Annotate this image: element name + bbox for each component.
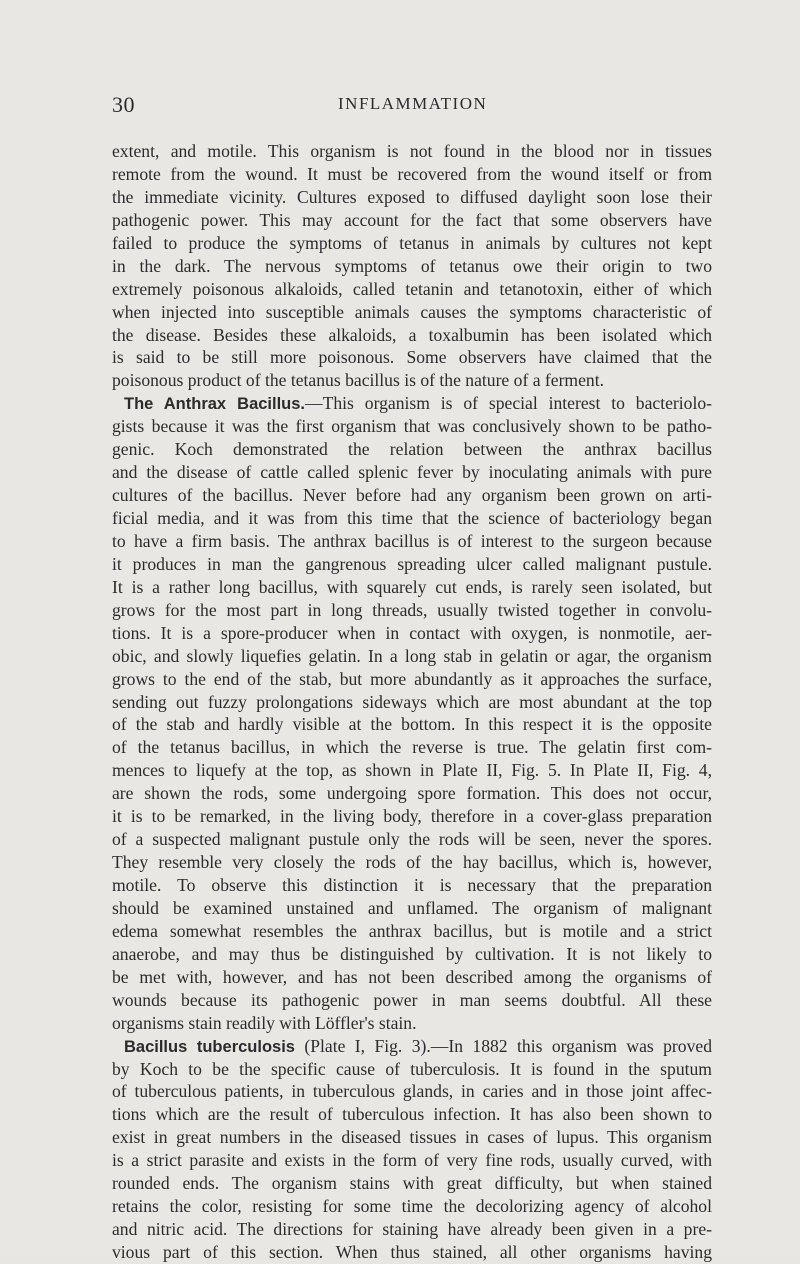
text-line: motile. To observe this distinction it is necessary that the preparation [112,875,712,895]
text-line: are shown the rods, some undergoing spore formation. This does not occur, [112,783,712,804]
text-line: ficial media, and it was from this time that the science of bacteriology began [112,508,712,528]
text-line: by Koch to be the specific cause of tuberculosis. It is found in the sputum [112,1058,712,1079]
running-head: INFLAMMATION [338,94,488,113]
text-line: anaerobe, and may thus be distinguished by cultivation. It is not likely to [112,943,712,964]
text-line: tions which are the result of tuberculous infection. It has also been shown to [112,1104,712,1125]
text-line: is a strict parasite and exists in the form of very fine rods, usually curved, with [112,1150,712,1171]
text-line: is said to be still more poisonous. Some observers have claimed that the [112,347,712,368]
first-line-text: (Plate I, Fig. 3).—In 1882 this organism was proved [294,1035,712,1056]
text-line: when injected into susceptible animals causes the symptoms characteristic of [112,301,712,322]
text-line: of the stab and hardly visible at the bottom. In this respect it is the opposite [112,714,712,735]
text-line: in the dark. The nervous symptoms of tetanus owe their origin to two [112,255,712,276]
text-line: and nitric acid. The directions for staining have already been given in a pre- [112,1219,712,1240]
text-line: and the disease of cattle called splenic fever by inoculating animals with pure [112,462,712,483]
text-line: genic. Koch demonstrated the relation between the anthrax bacillus [112,439,712,460]
text-line: of the tetanus bacillus, in which the reverse is true. The gelatin first com- [112,737,712,758]
text-line: They resemble very closely the rods of the hay bacillus, which is, however, [112,852,712,873]
paragraph-anthrax-bacillus [112,392,712,1034]
text-line: extent, and motile. This organism is not found in the blood nor in tissues [112,141,712,161]
text-line: remote from the wound. It must be recovered from the wound itself or from [112,163,712,184]
text-line: to have a firm basis. The anthrax bacillus is of interest to the surgeon because [112,530,712,551]
text-line: it produces in man the gangrenous spreading ulcer called malignant pustule. [112,553,712,574]
text-line: mences to liquefy at the top, as shown in Plate II, Fig. 5. In Plate II, Fig. 4, [112,760,712,781]
text-line: poisonous product of the tetanus bacillus is of the nature of a ferment. [112,370,605,391]
text-line: the disease. Besides these alkaloids, a toxalbumin has been isolated which [112,324,712,345]
text-line: it is to be remarked, in the living body, therefore in a cover-glass preparation [112,806,712,827]
text-line: gists because it was the first organism that was conclusively shown to be patho- [112,416,712,437]
text-line: tions. It is a spore-producer when in contact with oxygen, is nonmotile, aer- [112,622,712,643]
text-line: the immediate vicinity. Cultures exposed to diffused daylight soon lose their [112,186,712,207]
text-line: wounds because its pathogenic power in man seems doubtful. All these [112,989,712,1010]
first-line-text: —This organism is of special interest to bacteriolo- [305,393,713,414]
text-line: grows to the end of the stab, but more abundantly as it approaches the surface, [112,668,712,689]
text-line: failed to produce the symptoms of tetanus in animals by cultures not kept [112,232,712,253]
text-line: obic, and slowly liquefies gelatin. In a long stab in gelatin or agar, the organism [112,645,712,666]
text-line: should be examined unstained and unflamed. The organism of malignant [112,897,712,918]
paragraph-bacillus-tuberculosis [112,1035,712,1264]
text-line: edema somewhat resembles the anthrax bacillus, but is motile and a strict [112,920,712,941]
paragraph-first-line [112,1035,712,1058]
text-line: grows for the most part in long threads, usually twisted together in convolu- [112,599,712,620]
page-header [112,92,712,116]
text-line: pathogenic power. This may account for the fact that some observers have [112,209,712,230]
body-text [112,140,712,1264]
text-line: exist in great numbers in the diseased tissues in cases of lupus. This organism [112,1127,712,1148]
text-line: sending out fuzzy prolongations sideways which are most abundant at the top [112,691,712,712]
text-line: of a suspected malignant pustule only the rods will be seen, never the spores. [112,829,712,850]
text-line: vious part of this section. When thus stained, all other organisms having [112,1242,712,1262]
page-number: 30 [112,92,135,117]
text-line: extremely poisonous alkaloids, called tetanin and tetanotoxin, either of which [112,278,712,299]
paragraph-first-line [112,392,712,415]
text-line: cultures of the bacillus. Never before had any organism been grown on arti- [112,485,712,506]
paragraph-tetanus-continued [112,140,712,392]
text-line: organisms stain readily with Löffler's stain. [112,1012,417,1033]
section-heading-anthrax: The Anthrax Bacillus. [124,395,306,414]
text-line: of tuberculous patients, in tuberculous glands, in caries and in those joint affec- [112,1081,712,1102]
text-line: It is a rather long bacillus, with squarely cut ends, is rarely seen isolated, but [112,576,712,597]
text-line: be met with, however, and has not been described among the organisms of [112,966,712,987]
section-heading-tuberculosis: Bacillus tuberculosis [124,1037,295,1056]
text-line: retains the color, resisting for some time the decolorizing agency of alcohol [112,1196,712,1217]
text-line: rounded ends. The organism stains with great difficulty, but when stained [112,1173,712,1194]
